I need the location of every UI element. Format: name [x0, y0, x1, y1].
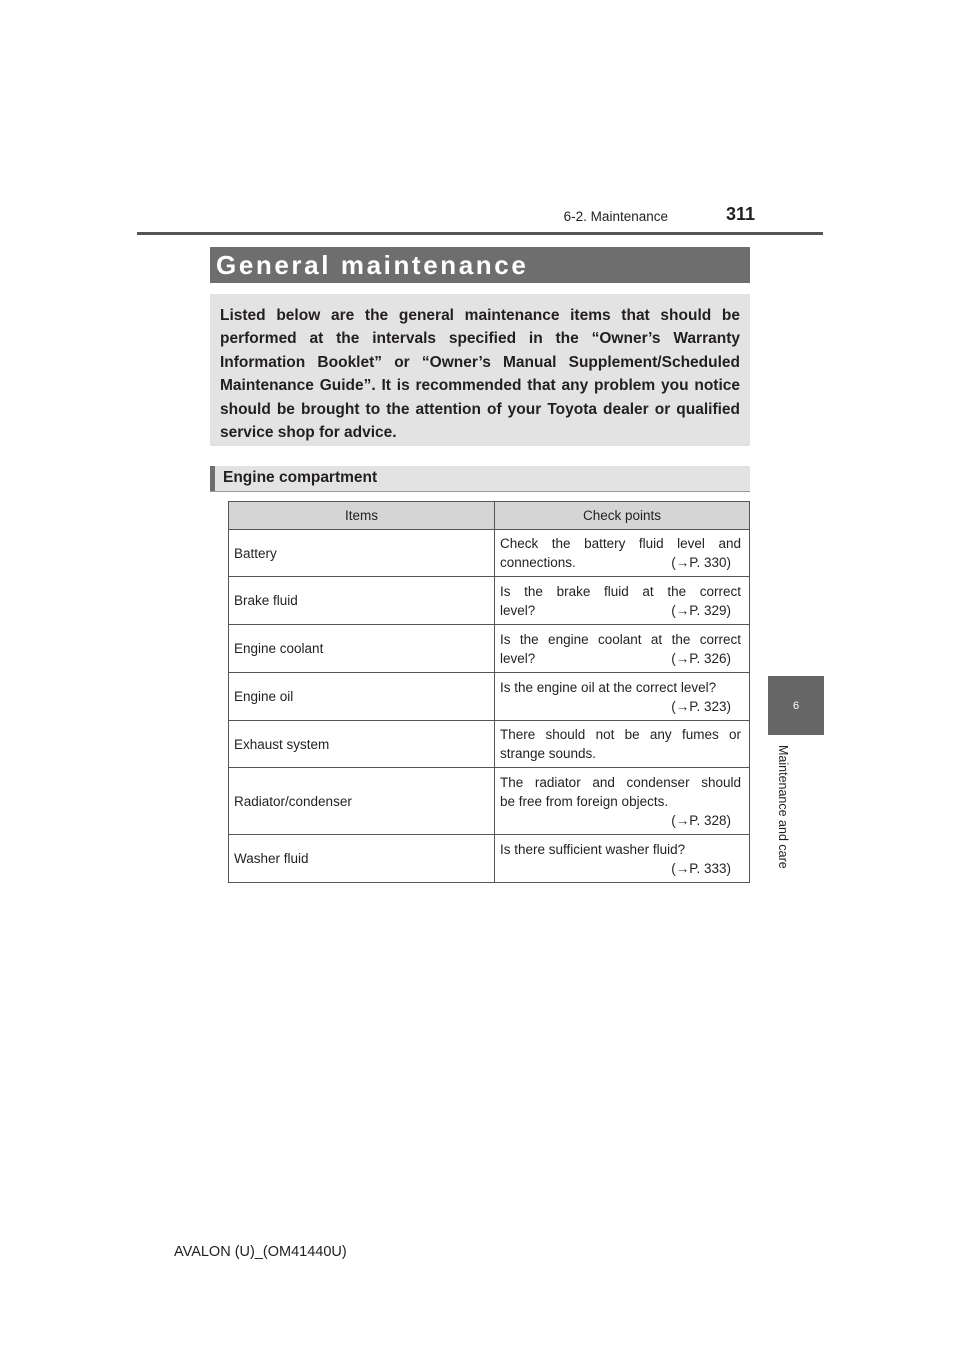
table-cell-item: Engine oil: [229, 673, 495, 721]
footer-model-code: AVALON (U)_(OM41440U): [174, 1244, 347, 1260]
subsection-marker: [210, 466, 215, 491]
check-point-text: Is the engine coolant at the correct: [500, 631, 741, 647]
check-point-text: Is the engine oil at the correct level?: [500, 679, 717, 695]
table-row: [229, 577, 750, 625]
table-row: [229, 625, 750, 673]
table-cell-check-points: [495, 835, 750, 883]
header-rule: [137, 232, 823, 235]
page-reference[interactable]: (→P. 329): [671, 602, 731, 618]
table-row: [229, 835, 750, 883]
page-reference[interactable]: (→P. 333): [671, 860, 731, 876]
table-row: [229, 673, 750, 721]
column-header-check-points: Check points: [495, 502, 750, 530]
chapter-side-label: Maintenance and care: [776, 745, 790, 869]
column-header-items: Items: [229, 502, 495, 530]
check-point-text: Check the battery fluid level and: [500, 536, 741, 551]
table-cell-item: Exhaust system: [229, 721, 495, 768]
maintenance-table: [228, 501, 750, 883]
table-cell-check-points: [495, 768, 750, 835]
page-reference[interactable]: (→P. 326): [671, 650, 731, 666]
table-header-row: [229, 502, 750, 530]
check-point-text: There should not be any fumes or: [500, 727, 741, 742]
table-row: [229, 768, 750, 835]
check-point-text: level?: [500, 602, 536, 618]
check-point-text: Is the brake fluid at the correct: [500, 583, 741, 599]
table-cell-check-points: [495, 530, 750, 577]
table-row: [229, 530, 750, 577]
page-title: General maintenance: [216, 249, 529, 280]
subsection-label: Engine compartment: [223, 469, 378, 486]
check-point-text: level?: [500, 650, 536, 666]
page-number: 311: [726, 204, 756, 224]
intro-box: [210, 294, 750, 446]
table-cell-check-points: [495, 721, 750, 768]
page-reference[interactable]: (→P. 328): [671, 812, 731, 828]
table-cell-check-points: [495, 577, 750, 625]
table-cell-item: Radiator/condenser: [229, 768, 495, 835]
chapter-number: 6: [792, 699, 800, 712]
table-row: [229, 721, 750, 768]
intro-text: Listed below are the general maintenance items that should be performed at the intervals specified in the “Owner’s Warranty Information Booklet” or “Owner’s Manual Supplement/Scheduled Maintenance Guide”. It is recommended that any problem you notice should be brought to the attention of your Toyota dealer or qualified service shop for advice.: [220, 307, 740, 442]
check-point-text: strange sounds.: [500, 746, 597, 761]
table-cell-check-points: [495, 673, 750, 721]
page-reference[interactable]: (→P. 323): [671, 698, 731, 714]
page-reference[interactable]: (→P. 330): [671, 555, 731, 570]
table-cell-item: Brake fluid: [229, 577, 495, 625]
check-point-text: connections.: [500, 555, 576, 570]
table-cell-check-points: [495, 625, 750, 673]
subsection-heading: [210, 466, 750, 492]
check-point-text: be free from foreign objects.: [500, 793, 669, 809]
check-point-text: Is there sufficient washer fluid?: [500, 841, 686, 857]
table-cell-item: Battery: [229, 530, 495, 577]
section-label: 6-2. Maintenance: [563, 209, 668, 224]
table-cell-item: Engine coolant: [229, 625, 495, 673]
check-point-text: The radiator and condenser should: [500, 774, 741, 790]
chapter-tab[interactable]: [768, 676, 824, 735]
page-title-bar: [210, 247, 750, 283]
table-cell-item: Washer fluid: [229, 835, 495, 883]
